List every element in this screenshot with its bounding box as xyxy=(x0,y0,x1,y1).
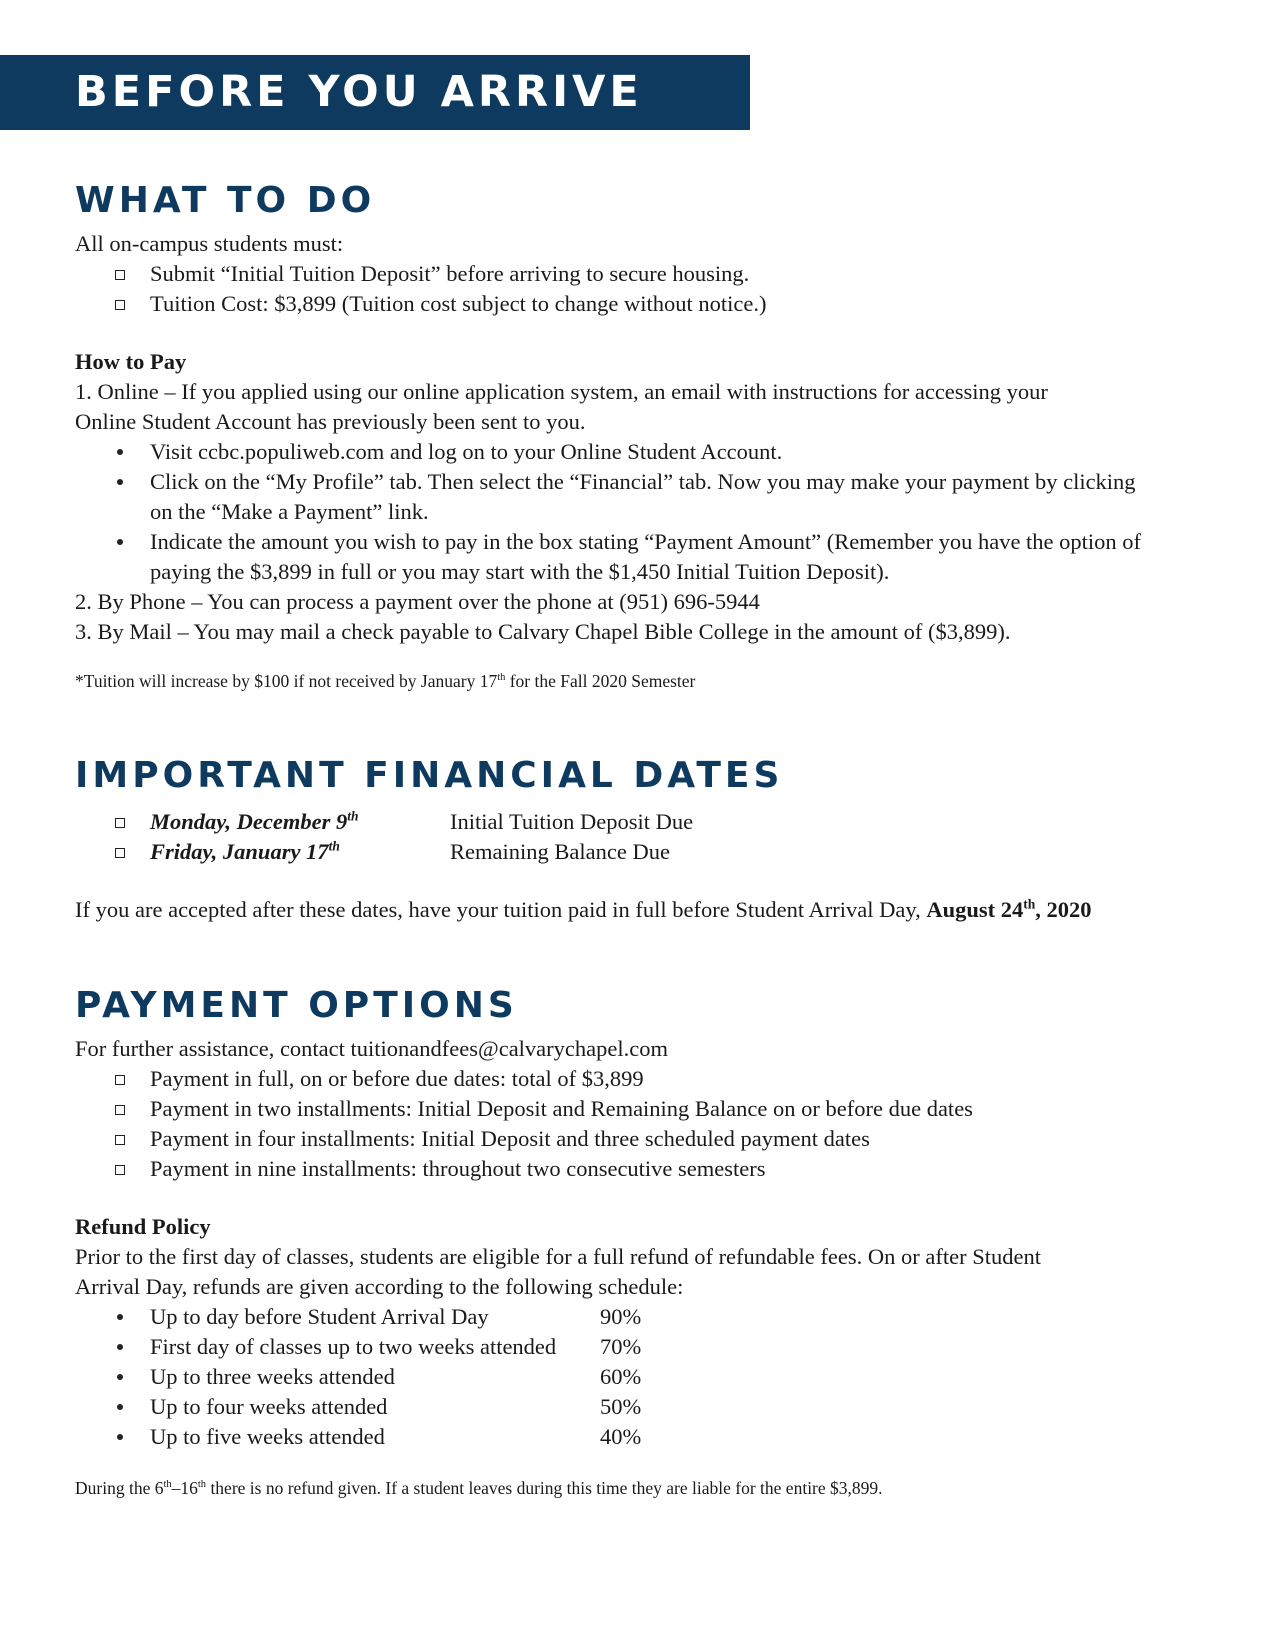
top-banner xyxy=(0,55,750,130)
note-text: –16 xyxy=(171,1478,198,1499)
financial-dates-heading: IMPORTANT FINANCIAL DATES xyxy=(75,755,784,797)
date-sup: th xyxy=(328,838,340,854)
online-steps-list xyxy=(75,437,1150,587)
banner-title: BEFORE YOU ARRIVE xyxy=(75,67,643,117)
arrival-year: , 2020 xyxy=(1035,896,1092,922)
date-text: Monday, December 9 xyxy=(150,808,348,834)
arrival-date-sup: th xyxy=(1023,896,1036,912)
refund-period: Up to day before Student Arrival Day xyxy=(150,1304,489,1330)
after-text: If you are accepted after these dates, have your tuition paid in full before Student Arrival Day, xyxy=(75,896,927,922)
note-text: During the 6 xyxy=(75,1478,164,1499)
assistance-contact: For further assistance, contact tuitionandfees@calvarychapel.com xyxy=(75,1036,668,1062)
tuition-increase-note xyxy=(75,669,1205,693)
refund-percent: 90% xyxy=(600,1304,642,1330)
list-item: Payment in full, on or before due dates: total of $3,899 xyxy=(75,1064,1205,1094)
list-item xyxy=(75,807,1205,837)
payment-options-heading: PAYMENT OPTIONS xyxy=(75,984,518,1026)
list-item: Indicate the amount you wish to pay in the box stating “Payment Amount” (Remember you have the option of paying the $3,899 in full or you may start with the $1,450 Initial Tuition Deposit). xyxy=(75,527,1150,587)
no-refund-note xyxy=(75,1476,1205,1500)
pay-online-text: 1. Online – If you applied using our online application system, an email with instructions for accessing your Online Student Account has previously been sent to you. xyxy=(75,379,1048,435)
list-item xyxy=(75,1332,1205,1362)
list-item xyxy=(75,837,1205,867)
refund-period: Up to five weeks attended xyxy=(150,1424,385,1450)
note-sup: th xyxy=(197,1479,207,1491)
requirements-list xyxy=(75,259,1205,319)
payment-options-list xyxy=(75,1064,1205,1184)
refund-percent: 50% xyxy=(600,1394,642,1420)
dates-list xyxy=(75,807,1205,867)
refund-policy-title: Refund Policy xyxy=(75,1214,211,1240)
list-item xyxy=(75,1392,1205,1422)
list-item: Tuition Cost: $3,899 (Tuition cost subject to change without notice.) xyxy=(75,289,1205,319)
refund-schedule-list xyxy=(75,1302,1205,1452)
list-item: Payment in nine installments: throughout two consecutive semesters xyxy=(75,1154,1205,1184)
refund-period: First day of classes up to two weeks attended xyxy=(150,1334,557,1360)
refund-policy-text: Prior to the first day of classes, students are eligible for a full refund of refundable fees. On or after Student Arrival Day, refunds are given according to the following schedule: xyxy=(75,1244,1041,1300)
refund-percent: 40% xyxy=(600,1424,642,1450)
list-item xyxy=(75,1362,1205,1392)
list-item: Payment in two installments: Initial Deposit and Remaining Balance on or before due dates xyxy=(75,1094,1205,1124)
refund-period: Up to four weeks attended xyxy=(150,1394,388,1420)
date-description: Remaining Balance Due xyxy=(450,838,670,864)
note-text-end: there is no refund given. If a student leaves during this time they are liable for the entire $3,899. xyxy=(206,1478,883,1499)
date-label xyxy=(150,837,450,867)
what-to-do-intro: All on-campus students must: xyxy=(75,231,344,257)
note-text-end: for the Fall 2020 Semester xyxy=(505,671,696,692)
refund-percent: 70% xyxy=(600,1334,642,1360)
note-sup: th xyxy=(497,672,506,684)
note-sup: th xyxy=(163,1479,172,1491)
after-dates-note xyxy=(75,895,1205,925)
what-to-do-heading: WHAT TO DO xyxy=(75,180,376,221)
refund-period: Up to three weeks attended xyxy=(150,1364,395,1390)
note-text: *Tuition will increase by $100 if not received by January 17 xyxy=(75,671,498,692)
page-content xyxy=(75,180,1205,1500)
pay-phone-text: 2. By Phone – You can process a payment over the phone at (951) 696-5944 xyxy=(75,589,760,615)
list-item: Payment in four installments: Initial Deposit and three scheduled payment dates xyxy=(75,1124,1205,1154)
date-sup: th xyxy=(347,808,359,824)
refund-percent: 60% xyxy=(600,1364,642,1390)
list-item: Visit ccbc.populiweb.com and log on to your Online Student Account. xyxy=(75,437,1150,467)
arrival-date: August 24 xyxy=(926,896,1024,922)
date-description: Initial Tuition Deposit Due xyxy=(450,808,694,834)
pay-mail-text: 3. By Mail – You may mail a check payable to Calvary Chapel Bible College in the amount of ($3,899). xyxy=(75,619,1011,645)
list-item xyxy=(75,1422,1205,1452)
list-item xyxy=(75,1302,1205,1332)
date-label xyxy=(150,807,450,837)
how-to-pay-title: How to Pay xyxy=(75,349,187,375)
list-item: Submit “Initial Tuition Deposit” before arriving to secure housing. xyxy=(75,259,1205,289)
date-text: Friday, January 17 xyxy=(150,838,329,864)
list-item: Click on the “My Profile” tab. Then select the “Financial” tab. Now you may make your payment by clicking on the “Make a Payment” link. xyxy=(75,467,1150,527)
